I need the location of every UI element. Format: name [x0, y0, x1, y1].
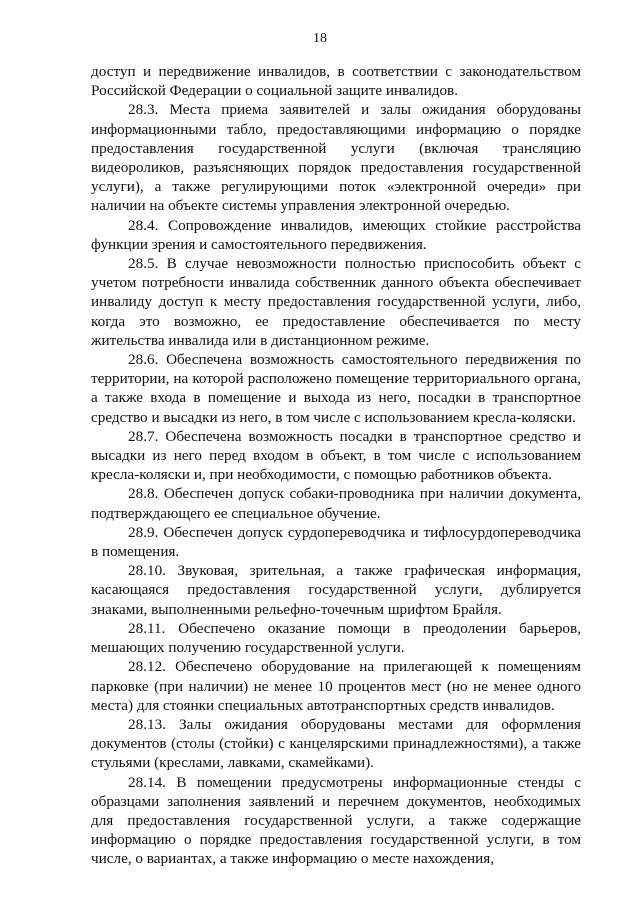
paragraph-28-9: 28.9. Обеспечен допуск сурдопереводчика и тифлосурдопереводчика в помещения. — [91, 523, 581, 561]
paragraph-28-14: 28.14. В помещении предусмотрены информационные стенды с образцами заполнения заявлений и перечнем документов, необходимых для предоставления государственной услуги, а также содержащие информацию о порядке предоставления государственной услуги, в том числе, о вариантах, а также информацию о месте нахождения, — [91, 773, 581, 868]
paragraph-28-10: 28.10. Звуковая, зрительная, а также графическая информация, касающаяся предоставления государственной услуги, дублируется знаками, выполненными рельефно-точечным шрифтом Брайля. — [91, 562, 581, 618]
paragraph-28-4: 28.4. Сопровождение инвалидов, имеющих стойкие расстройства функции зрения и самостоятельного передвижения. — [91, 216, 581, 253]
paragraph-28-11: 28.11. Обеспечено оказание помощи в преодолении барьеров, мешающих получению государственной услуги. — [91, 619, 581, 657]
paragraph-28-7: 28.7. Обеспечена возможность посадки в транспортное средство и высадки из него перед входом в объект, в том числе с использованием кресла-коляски и, при необходимости, с помощью работников объекта. — [91, 427, 581, 484]
paragraph-28-6: 28.6. Обеспечена возможность самостоятельного передвижения по территории, на которой расположено помещение территориального органа, а также входа в помещение и выхода из него, посадки в транспортное средство и высадки из него, в том числе с использованием кресла-коляски. — [91, 351, 581, 426]
page-number: 18 — [313, 31, 327, 46]
paragraph-28-3: 28.3. Места приема заявителей и залы ожидания оборудованы информационными табло, предоставляющими информацию о порядке предоставления государственной услуги (включая трансляцию видеороликов, разъясняющих порядок предоставления государственной услуги), а также регулирующими поток «электронной очереди» при наличии на объекте системы управления электронной очередью. — [91, 101, 581, 215]
paragraph-28-8: 28.8. Обеспечен допуск собаки-проводника при наличии документа, подтверждающего ее специальное обучение. — [91, 485, 581, 522]
paragraph-28-13: 28.13. Залы ожидания оборудованы местами для оформления документов (столы (стойки) с канцелярскими принадлежностями), а также стульями (креслами, лавками, скамейками). — [91, 715, 581, 772]
document-body — [91, 62, 581, 869]
paragraph-continuation: доступ и передвижение инвалидов, в соответствии с законодательством Российской Федерации о социальной защите инвалидов. — [91, 63, 581, 100]
paragraph-28-5: 28.5. В случае невозможности полностью приспособить объект с учетом потребности инвалида собственник данного объекта обеспечивает инвалиду доступ к месту предоставления государственной услуги, либо, когда это возможно, ее предоставление обеспечивается по месту жительства инвалида или в дистанционном режиме. — [91, 255, 581, 349]
paragraph-28-12: 28.12. Обеспечено оборудование на прилегающей к помещениям парковке (при наличии) не менее 10 процентов мест (но не менее одного места) для стоянки специальных автотранспортных средств инвалидов. — [91, 658, 581, 714]
